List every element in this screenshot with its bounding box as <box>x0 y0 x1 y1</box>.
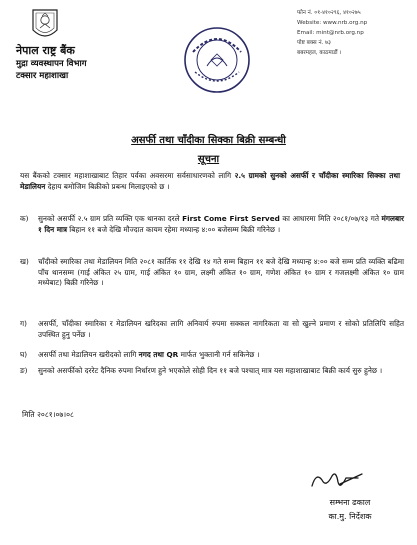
contact-email[interactable]: Email: mint@nrb.org.np <box>297 30 364 36</box>
notice-item-gha <box>20 350 404 361</box>
item-text-bold: First Come First Served <box>182 214 280 223</box>
item-text: असर्फी, चाँदीका स्मारिका र मेडालियन खरिदका लागि अनिवार्य रुपमा सक्कल नागरिकता वा सो खुल्ने प्रमाण र सोको प्रतिलिपि सहित उपस्थित हुनु पर्नेछ । <box>38 319 404 339</box>
signatory-designation: का.मु. निर्देशक <box>328 512 372 521</box>
item-text: सुनको असर्फीको दररेट दैनिक रुपमा निर्धारण हुने भएकोले सोही दिन ११ बजे पश्चात् मात्र यस महाशाखाबाट बिक्री कार्य सुरु हुनेछ । <box>38 366 383 375</box>
item-text <box>38 350 404 361</box>
notice-item-nga <box>20 366 404 377</box>
item-text-bold: मंगलबार १ दिन मात्र <box>38 214 405 234</box>
item-text-part: असर्फी तथा मेडालियन खरीदको लागि <box>38 350 139 359</box>
intro-paragraph <box>20 171 400 192</box>
contact-pobox: पोष्ट बक्स नं. ७३ <box>297 40 331 46</box>
contact-info <box>297 8 415 58</box>
item-number: ग) <box>20 319 27 328</box>
intro-text-bold: २.५ ग्रामको सुनको असर्फी र चाँदीका स्मारिका सिक्का तथा मेडालियन <box>20 171 400 191</box>
contact-website[interactable]: Website: www.nrb.org.np <box>297 20 368 26</box>
nrb-logo <box>31 8 59 42</box>
item-text <box>38 214 404 235</box>
intro-text-start: यस बैंकको टक्सार महाशाखाबाट तिहार पर्वका अवसरमा सर्वसाधारणको लागि <box>20 171 235 180</box>
item-text: चाँदीको स्मारिका तथा मेडालियन मिति २०८१ कार्तिक ११ देखि १४ गते सम्म बिहान ११ बजे देखि मध्यान्ह ४:०० बजे सम्म प्रति व्यक्ति बढिमा पाँच थानसम्म (गाई अंकित २५ ग्राम, गाई अंकित १० ग्राम, लक्ष्मी अंकित १० ग्राम, गणेश अंकित १० ग्राम र गजलक्ष्मी अंकित १० ग्राम मध्येबाट) बिक्री गरिनेछ । <box>38 257 404 287</box>
item-text-part: का आधारमा मिति २०८१/०७/१३ गते <box>279 214 382 223</box>
signatory-block <box>300 496 400 524</box>
contact-address: बबरमहल, काठमाडौं । <box>297 50 342 56</box>
item-number: घ) <box>20 350 28 359</box>
item-number: क) <box>20 214 29 223</box>
org-name: नेपाल राष्ट्र बैंक <box>16 44 75 57</box>
notice-item-kha <box>20 257 404 289</box>
org-header <box>16 44 166 82</box>
notice-item-ga <box>20 319 404 340</box>
intro-text-end: देहाय बमोजिम बिक्रीको प्रबन्ध मिलाइएको छ । <box>45 181 170 191</box>
branch-name: टक्सार महाशाखा <box>16 71 69 81</box>
item-text-part: सुनको असर्फी २.५ ग्राम प्रति व्यक्ति एक थानका दरले <box>38 214 183 223</box>
department-name: मुद्रा व्यवस्थापन विभाग <box>16 59 87 69</box>
notice-title: असर्फी तथा चाँदीका सिक्का बिक्री सम्बन्धी <box>131 135 286 146</box>
item-number: ख) <box>20 257 29 266</box>
item-text-part: मार्फत भुक्तानी गर्न सकिनेछ । <box>178 350 260 359</box>
item-number: ङ) <box>20 366 28 375</box>
contact-phone: फोन नं. ०१-४१०२९६, ४१०२७५ <box>297 10 361 16</box>
notice-item-ka <box>20 214 404 235</box>
signatory-name: सम्भना ढकाल <box>329 498 371 507</box>
notice-date: मिति २०८१।०७।०८ <box>22 410 74 419</box>
item-text-bold: नगद तथा QR <box>138 350 179 359</box>
handwritten-signature <box>306 468 366 494</box>
item-text-part: बिहान ११ बजे देखि मौज्दात कायम रहेमा मध्यान्ह ४:०० बजेसम्म बिक्री गरिनेछ । <box>66 224 281 234</box>
notice-subtitle: सूचना <box>197 154 220 165</box>
office-seal-stamp <box>183 26 251 94</box>
